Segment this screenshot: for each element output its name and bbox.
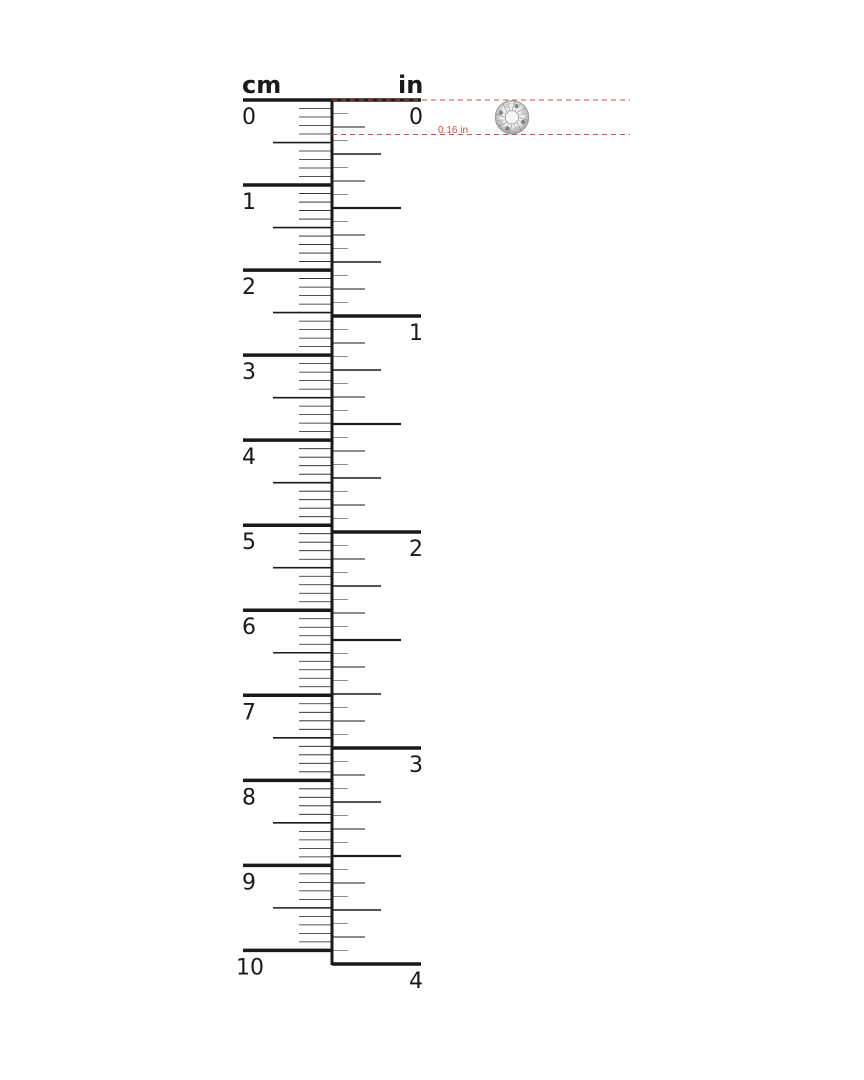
cm-label: 2 xyxy=(242,275,256,301)
gem-facet-shade xyxy=(521,120,525,124)
in-label: 0 xyxy=(409,105,423,130)
in-labels xyxy=(409,105,423,994)
gem-facet-shade xyxy=(514,104,518,108)
cm-label: 9 xyxy=(242,870,256,896)
cm-label: 3 xyxy=(242,360,256,386)
gem-facet-shade xyxy=(505,126,509,130)
gem-facet-shade xyxy=(505,104,509,108)
in-label: 3 xyxy=(409,753,423,778)
gem-facet-shade xyxy=(499,110,503,114)
cm-label: 8 xyxy=(242,785,256,811)
cm-label: 7 xyxy=(242,700,256,726)
in-label: 1 xyxy=(409,321,423,346)
gem-facet-shade xyxy=(514,126,518,130)
gem-facet-shade xyxy=(521,110,525,114)
cm-labels xyxy=(236,105,264,980)
inch-scale xyxy=(332,100,421,964)
round-diamond-icon xyxy=(495,101,529,135)
cm-label: 10 xyxy=(236,955,264,981)
measurement-label: 0.16 in xyxy=(438,125,469,136)
in-unit-label: in xyxy=(398,71,424,99)
cm-label: 0 xyxy=(242,105,256,130)
cm-label: 4 xyxy=(242,445,256,471)
cm-label: 5 xyxy=(242,530,256,556)
cm-label: 6 xyxy=(242,615,256,641)
measurement-guides xyxy=(332,100,630,136)
cm-unit-label: cm xyxy=(242,71,282,99)
gem-facet-shade xyxy=(499,120,503,124)
cm-scale xyxy=(243,100,332,950)
cm-label: 1 xyxy=(242,190,256,216)
gem-table xyxy=(505,111,518,124)
in-label: 4 xyxy=(409,969,423,994)
in-label: 2 xyxy=(409,537,423,562)
